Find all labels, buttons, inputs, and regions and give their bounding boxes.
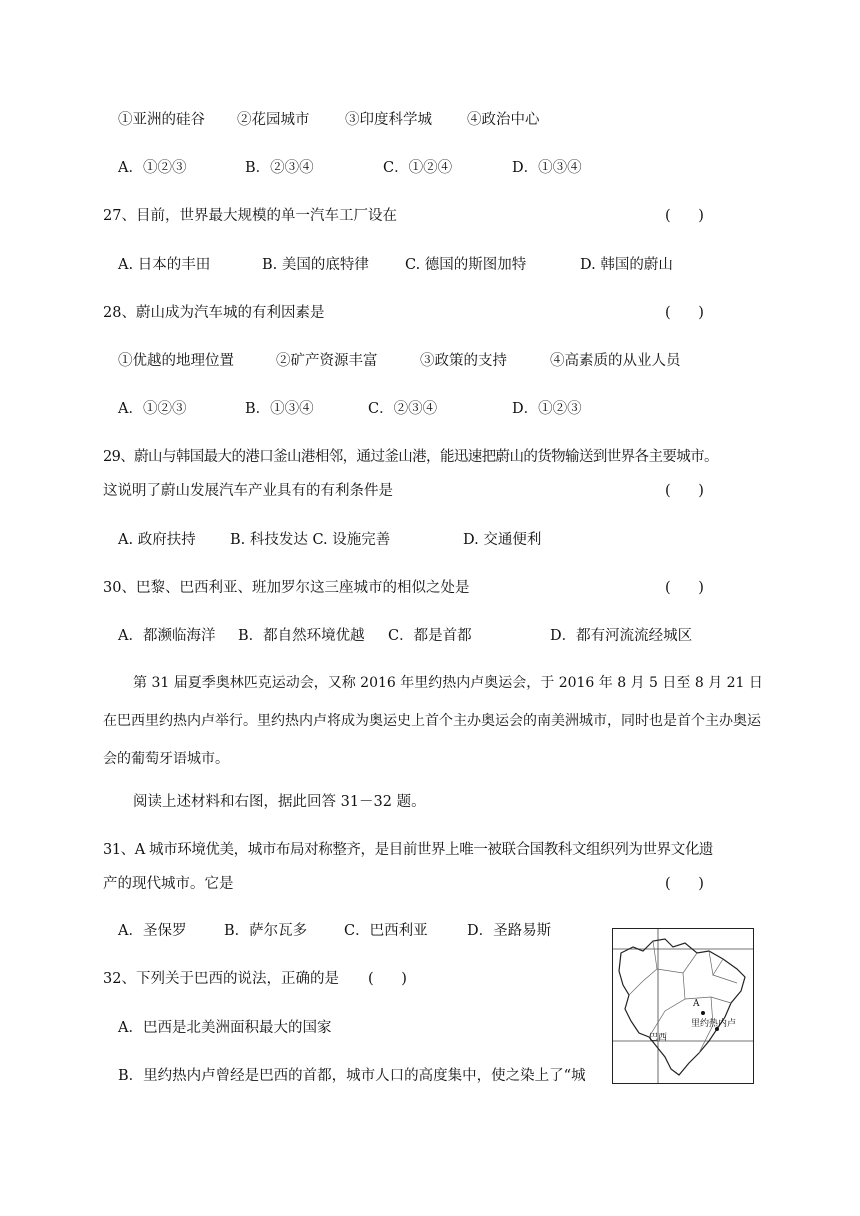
- q29-stem-line2: 这说明了蔚山发展汽车产业具有的有利条件是: [103, 483, 393, 499]
- q26-item-2: ②花园城市: [237, 112, 310, 128]
- q27-answer-paren: ( ): [665, 208, 704, 224]
- q28-option-b: B．①③④: [245, 401, 314, 417]
- q30-stem: 30、巴黎、巴西利亚、班加罗尔这三座城市的相似之处是: [103, 580, 470, 596]
- q26-item-4: ④政治中心: [467, 112, 540, 128]
- q31-option-a: A．圣保罗: [118, 923, 187, 939]
- q28-item-3: ③政策的支持: [420, 353, 507, 369]
- q28-stem: 28、蔚山成为汽车城的有利因素是: [103, 305, 325, 321]
- q27-stem: 27、目前，世界最大规模的单一汽车工厂设在: [103, 208, 397, 224]
- q31-stem-line1: 31、A 城市环境优美，城市布局对称整齐，是目前世界上唯一被联合国教科文组织列为世界文化遗: [103, 842, 714, 858]
- q32-option-b: B．里约热内卢曾经是巴西的首都，城市人口的高度集中，使之染上了“城: [118, 1068, 586, 1084]
- q28-option-d: D．①②③: [512, 401, 582, 417]
- q32-answer-paren: ( ): [368, 971, 407, 987]
- q31-option-d: D．圣路易斯: [467, 923, 552, 939]
- q28-option-c: C．②③④: [368, 401, 438, 417]
- q30-answer-paren: ( ): [665, 580, 704, 596]
- q31-option-c: C．巴西利亚: [344, 923, 428, 939]
- q32-stem: 32、下列关于巴西的说法，正确的是: [103, 971, 339, 987]
- map-label-brazil: 巴西: [649, 1033, 668, 1043]
- q31-stem-line2: 产的现代城市。它是: [103, 876, 234, 892]
- q32-option-a: A．巴西是北美洲面积最大的国家: [118, 1020, 332, 1036]
- q26-option-d: D．①③④: [512, 160, 582, 176]
- q26-item-3: ③印度科学城: [345, 112, 432, 128]
- q29-option-a: A. 政府扶持: [118, 532, 196, 548]
- q26-option-c: C．①②④: [383, 160, 453, 176]
- map-label-rio: 里约热内卢: [691, 1019, 737, 1029]
- q28-answer-paren: ( ): [665, 305, 704, 321]
- q29-stem-line1: 29、蔚山与韩国最大的港口釜山港相邻，通过釜山港，能迅速把蔚山的货物输送到世界各主要城市。: [103, 449, 718, 465]
- q27-option-c: C. 德国的斯图加特: [405, 257, 527, 273]
- map-label-a: A: [693, 999, 700, 1009]
- q30-option-c: C．都是首都: [388, 628, 472, 644]
- q26-item-1: ①亚洲的硅谷: [118, 112, 205, 128]
- q29-option-b-c: B. 科技发达 C. 设施完善: [230, 532, 391, 548]
- q31-answer-paren: ( ): [665, 876, 704, 892]
- material-paragraph: 第 31 届夏季奥林匹克运动会，又称 2016 年里约热内卢奥运会，于 2016 年 8 月 5 日至 8 月 21 日在巴西里约热内卢举行。里约热内卢将成为奥运史上首个主办奥运会的南美洲城市，同时也是首个主办奥运会的葡萄牙语城市。: [103, 675, 763, 767]
- q26-option-b: B．②③④: [245, 160, 314, 176]
- q27-option-a: A. 日本的丰田: [118, 257, 211, 273]
- q29-answer-paren: ( ): [665, 483, 704, 499]
- q28-item-1: ①优越的地理位置: [118, 353, 234, 369]
- q31-option-b: B．萨尔瓦多: [224, 923, 308, 939]
- q28-item-2: ②矿产资源丰富: [276, 353, 378, 369]
- q26-option-a: A．①②③: [118, 160, 187, 176]
- q30-option-b: B．都自然环境优越: [238, 628, 365, 644]
- q27-option-d: D. 韩国的蔚山: [580, 257, 673, 273]
- q28-option-a: A．①②③: [118, 401, 187, 417]
- q27-option-b: B. 美国的底特律: [262, 257, 369, 273]
- brazil-map-figure: [612, 928, 754, 1084]
- material-instruction: 阅读上述材料和右图，据此回答 31－32 题。: [133, 794, 426, 810]
- q29-option-d: D. 交通便利: [463, 532, 542, 548]
- brazil-map-drawing: [613, 929, 753, 1083]
- q30-option-d: D．都有河流流经城区: [550, 628, 693, 644]
- q28-item-4: ④高素质的从业人员: [550, 353, 681, 369]
- q30-option-a: A．都濒临海洋: [118, 628, 216, 644]
